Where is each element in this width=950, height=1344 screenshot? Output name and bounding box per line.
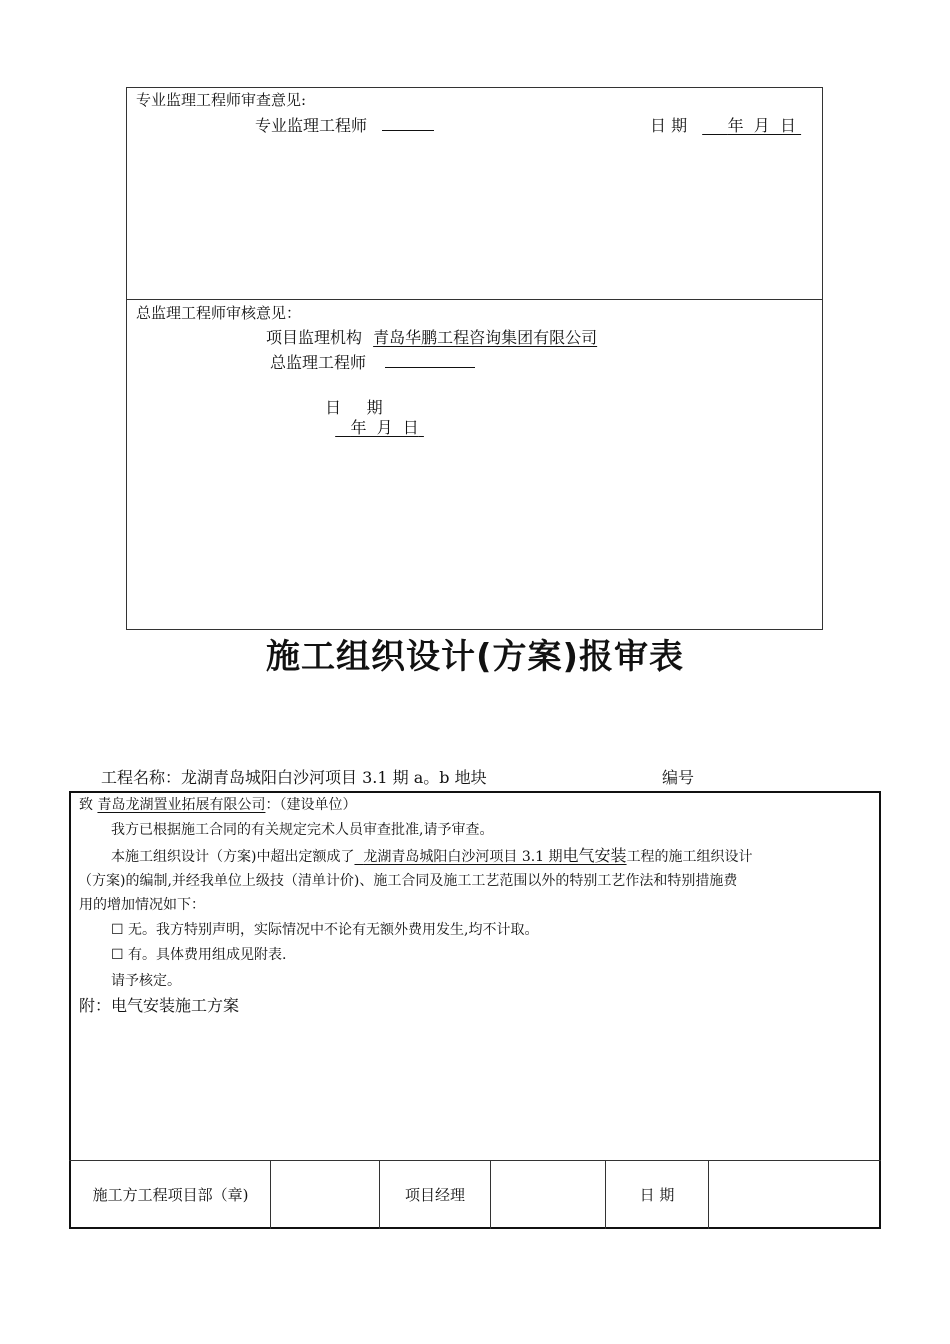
chief-engineer-line (270, 353, 475, 373)
statement-line-2-prefix: 本施工组织设计（方案)中超出定额成了 (111, 849, 355, 865)
specialist-heading: 专业监理工程师审查意见: (136, 91, 307, 109)
footer-date-label: 日 期 (639, 1186, 675, 1204)
page-title: 施工组织设计(方案)报审表 (265, 637, 685, 677)
specialist-engineer-line (255, 116, 434, 136)
statement-scope: 电气安装 (562, 846, 627, 865)
statement-line-3: （方案)的编制,并经我单位上级技（清单计价)、施工合同及施工工艺范围以外的特别工艺作法和特别措施费 (78, 873, 738, 889)
chief-heading: 总监理工程师审核意见： (136, 304, 302, 322)
chief-date-label: 日 期 (325, 398, 383, 417)
project-name-value: 龙湖青岛城阳白沙河项目 3.1 期 a。b 地块 (181, 768, 487, 787)
specialist-date-line (650, 116, 801, 136)
chief-engineer-label: 总监理工程师 (270, 353, 367, 372)
chief-date-value[interactable]: 年 月 日 (350, 418, 419, 437)
statement-line-2 (111, 846, 753, 867)
footer-manager-label: 项目经理 (404, 1186, 465, 1204)
request-text: 请予核定。 (111, 973, 181, 989)
footer-date-field[interactable] (709, 1160, 879, 1229)
chief-org-label: 项目监理机构 (266, 328, 363, 347)
option-yes-checkbox[interactable]: ☐ 有。具体费用组成见附表. (111, 947, 287, 963)
project-name-label: 工程名称： (101, 768, 182, 787)
footer-dept-label: 施工方工程项目部（章) (92, 1186, 249, 1204)
addressee-prefix: 致 (79, 797, 93, 813)
chief-signature-blank[interactable] (385, 353, 475, 368)
addressee-line (79, 795, 356, 815)
specialist-engineer-label: 专业监理工程师 (255, 116, 368, 135)
addressee-value: 青岛龙湖置业拓展有限公司 (97, 797, 266, 813)
statement-line-4: 用的增加情况如下： (79, 897, 205, 913)
footer-dept-stamp-field[interactable] (271, 1160, 379, 1229)
chief-org-value: 青岛华鹏工程咨询集团有限公司 (373, 328, 598, 347)
specialist-signature-blank[interactable] (382, 116, 434, 131)
chief-date-line (315, 378, 424, 438)
footer-manager-field[interactable] (491, 1160, 605, 1229)
specialist-date-value[interactable]: 年 月 日 (727, 116, 796, 135)
project-number-label: 编号 (662, 768, 695, 787)
statement-line-1: 我方已根据施工合同的有关规定完术人员审查批准,请予审查。 (111, 822, 494, 838)
upper-form-divider (126, 299, 823, 300)
statement-project: 龙湖青岛城阳白沙河项目 3.1 期 (363, 849, 563, 865)
project-name-line (101, 768, 487, 788)
specialist-date-label: 日 期 (650, 116, 688, 135)
chief-org-line (266, 328, 597, 348)
attachment-text: 附：电气安装施工方案 (79, 996, 240, 1015)
addressee-suffix: ：（建设单位） (265, 797, 357, 813)
option-none-checkbox[interactable]: ☐ 无。我方特别声明，实际情况中不论有无额外费用发生,均不计取。 (111, 922, 539, 938)
statement-line-2-suffix: 工程的施工组织设计 (626, 849, 753, 865)
